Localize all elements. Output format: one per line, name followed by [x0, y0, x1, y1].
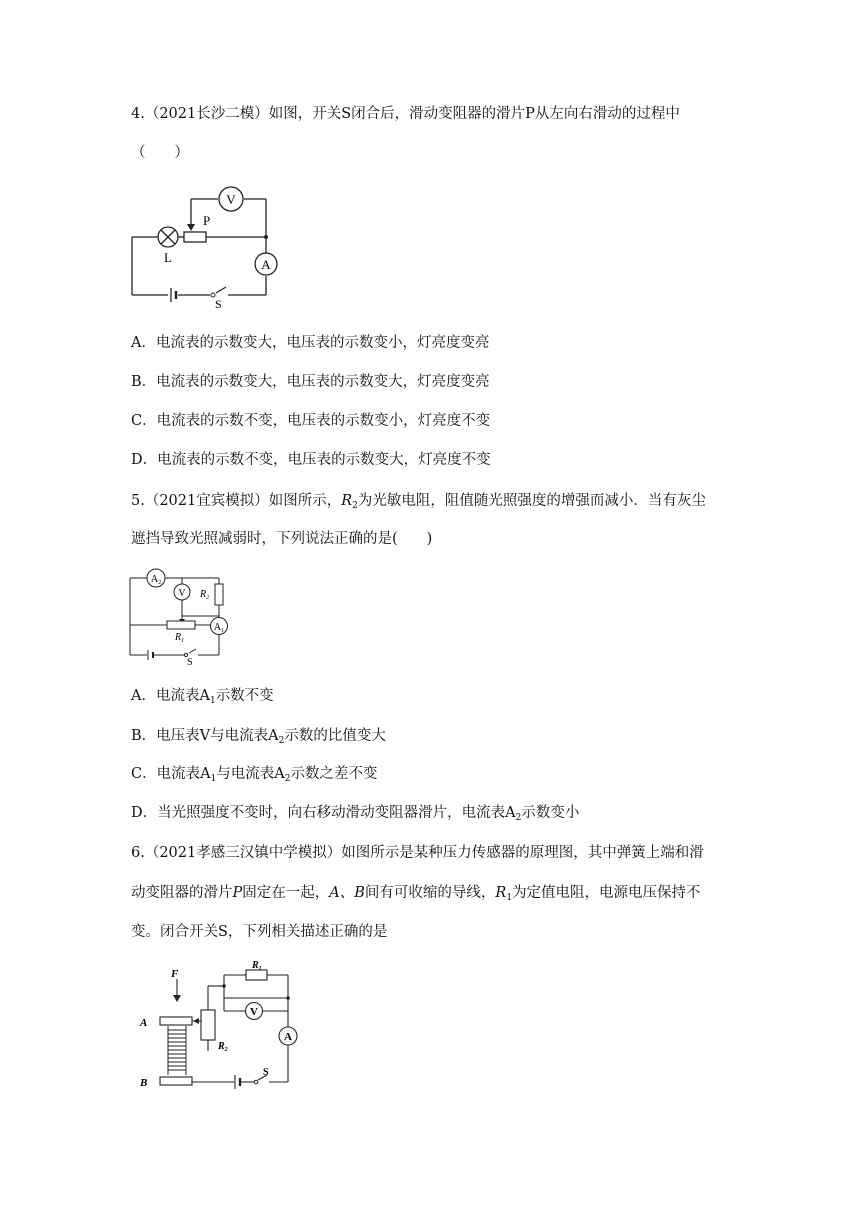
q6-stem-line3: 变。闭合开关S，下列相关描述正确的是	[131, 924, 388, 940]
svg-text:R2: $R_2$	[200, 589, 210, 601]
q5-rheostat-r1	[167, 621, 195, 629]
q5-option-b: B．电压表V与电流表$A_2$示数的比值变大	[131, 728, 386, 746]
q6-stem-line2: 动变阻器的滑片P固定在一起，A、B间有可收缩的导线，$R_1$为定值电阻，电源电压保持不	[131, 885, 701, 903]
q6-rheostat-r2	[201, 1010, 215, 1040]
svg-text:A: A	[140, 1017, 148, 1029]
q4-voltmeter-label: V	[226, 192, 236, 207]
svg-text:A: A	[284, 1031, 292, 1043]
svg-text:S: S	[263, 1067, 269, 1078]
q6-spring	[168, 1026, 186, 1075]
svg-text:V: V	[250, 1006, 258, 1018]
q4-rheostat	[184, 232, 206, 242]
q4-stem-line1: 4.（2021长沙二模）如图，开关S闭合后，滑动变阻器的滑片P从左向右滑动的过程中	[131, 106, 680, 122]
q4-stem-line2: （ ）	[131, 145, 189, 161]
q6-pressure-sensor-diagram	[138, 958, 298, 1093]
q5-stem-line2: 遮挡导致光照减弱时，下列说法正确的是( )	[131, 531, 433, 547]
q5-option-c: C．电流表$A_1$与电流表$A_2$示数之差不变	[131, 766, 378, 784]
q5-option-d: D．当光照强度不变时，向右移动滑动变阻器滑片，电流表$A_2$示数变小	[131, 805, 580, 823]
q5-stem-r-sub: 2	[352, 501, 358, 511]
svg-text:A2: $A_2$	[150, 574, 162, 586]
q5-stem-a: 5.（2021宜宾模拟）如图所示，	[131, 493, 342, 509]
svg-text:B: B	[140, 1077, 148, 1089]
svg-text:R1: $R_1$	[175, 632, 185, 644]
q6-plate-b	[160, 1077, 192, 1085]
svg-text:V: V	[178, 588, 186, 599]
q4-option-a: A．电流表的示数变大，电压表的示数变小，灯亮度变亮	[131, 335, 490, 351]
q5-stem-line1	[131, 491, 706, 516]
q4-lamp	[158, 227, 178, 247]
svg-text:F: F	[171, 968, 179, 980]
q4-option-b: B．电流表的示数变大，电压表的示数变大，灯亮度变亮	[131, 374, 490, 390]
q4-ammeter-label: A	[261, 257, 271, 272]
svg-text:R2: $R_2$	[218, 1041, 228, 1053]
q4-lamp-label: L	[164, 250, 172, 265]
svg-text:A1: $A_1$	[213, 622, 225, 634]
q5-resistor-r2	[215, 584, 223, 605]
q4-option-c: C．电流表的示数不变，电压表的示数变小，灯亮度不变	[131, 413, 491, 429]
q5-stem-b: 为光敏电阻，阻值随光照强度的增强而减小．当有灰尘	[357, 493, 706, 509]
q6-resistor-r1	[246, 970, 267, 980]
q6-plate-a	[160, 1017, 192, 1025]
svg-text:R1: $R_1$	[252, 960, 262, 972]
q6-stem-line1: 6.（2021孝感三汉镇中学模拟）如图所示是某种压力传感器的原理图，其中弹簧上端和滑	[131, 845, 704, 861]
q4-slider-label: P	[203, 213, 211, 228]
q6-switch	[254, 1080, 258, 1084]
q4-option-d: D．电流表的示数不变，电压表的示数变大，灯亮度不变	[131, 452, 491, 468]
q4-circuit-diagram	[128, 180, 288, 310]
svg-text:S: S	[187, 657, 193, 666]
q5-stem-r: R	[341, 493, 353, 509]
q5-circuit-diagram	[127, 568, 237, 666]
q4-switch-label: S	[215, 297, 222, 310]
q5-option-a: A．电流表$A_1$示数不变	[131, 688, 274, 706]
